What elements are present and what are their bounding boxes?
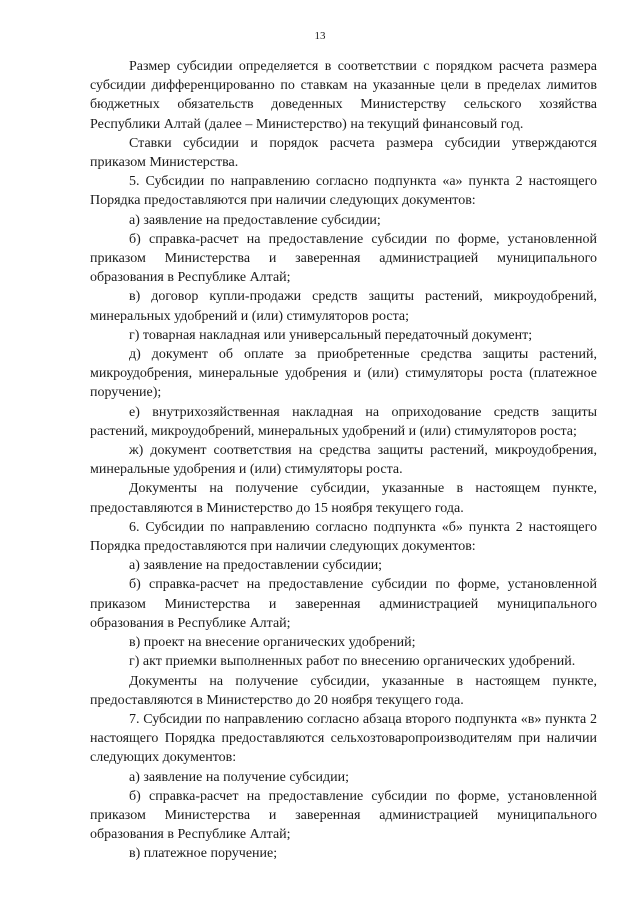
list-item: а) заявление на предоставление субсидии; [129,212,381,228]
paragraph: 6. Субсидии по направлению согласно подпункта «б» пункта 2 настоящего Порядка предоставляются при наличии следующих документов: [90,519,597,555]
list-item: ж) документ соответствия на средства защиты растений, микроудобрения, минеральные удобрения и (или) стимуляторы роста. [90,443,597,478]
list-item: а) заявление на предоставлении субсидии; [129,558,383,574]
page-number: 13 [314,30,326,42]
list-item: а) заявление на получение субсидии; [129,769,350,785]
document-body [90,57,597,864]
list-item: г) акт приемки выполненных работ по внесению органических удобрений. [129,654,576,670]
paragraph: Документы на получение субсидии, указанные в настоящем пункте, предоставляются в Министерство до 20 ноября текущего года. [90,673,597,708]
list-item: б) справка-расчет на предоставление субсидии по форме, установленной приказом Министерства и заверенная администрацией муниципального образования в Республике Алтай; [90,231,597,286]
list-item: в) договор купли-продажи средств защиты растений, микроудобрений, минеральных удобрений и (или) стимуляторов роста; [90,289,597,324]
list-item: б) справка-расчет на предоставление субсидии по форме, установленной приказом Министерства и заверенная администрацией муниципального образования в Республике Алтай; [90,788,597,843]
list-item: г) товарная накладная или универсальный передаточный документ; [129,327,533,343]
list-item: б) справка-расчет на предоставление субсидии по форме, установленной приказом Министерства и заверенная администрацией муниципального образования в Республике Алтай; [90,577,597,631]
list-item: е) внутрихозяйственная накладная на оприходование средств защиты растений, микроудобрений, минеральных удобрений и (или) стимуляторов роста; [90,404,597,439]
paragraph: 5. Субсидии по направлению согласно подпункта «а» пункта 2 настоящего Порядка предоставляются при наличии следующих документов: [90,174,597,209]
paragraph: Размер субсидии определяется в соответствии с порядком расчета размера субсидии дифференцированно по ставкам на указанные цели в пределах лимитов бюджетных обязательств доведенных Министерству сельского хозяйства Республики Алтай (далее – Министерство) на текущий финансовый год. [90,59,597,132]
paragraph: 7. Субсидии по направлению согласно абзаца второго подпункта «в» пункта 2 настоящего Порядка предоставляются сельхозтоваропроизводителям при наличии следующих документов: [90,711,597,766]
list-item: в) платежное поручение; [129,846,278,862]
paragraph: Документы на получение субсидии, указанные в настоящем пункте, предоставляются в Министерство до 15 ноября текущего года. [90,481,597,516]
paragraph: Ставки субсидии и порядок расчета размера субсидии утверждаются приказом Министерства. [90,135,597,171]
list-item: д) документ об оплате за приобретенные средства защиты растений, микроудобрения, минеральные удобрения и (или) стимуляторы роста (платежное поручение); [90,347,597,401]
list-item: в) проект на внесение органических удобрений; [129,635,416,651]
